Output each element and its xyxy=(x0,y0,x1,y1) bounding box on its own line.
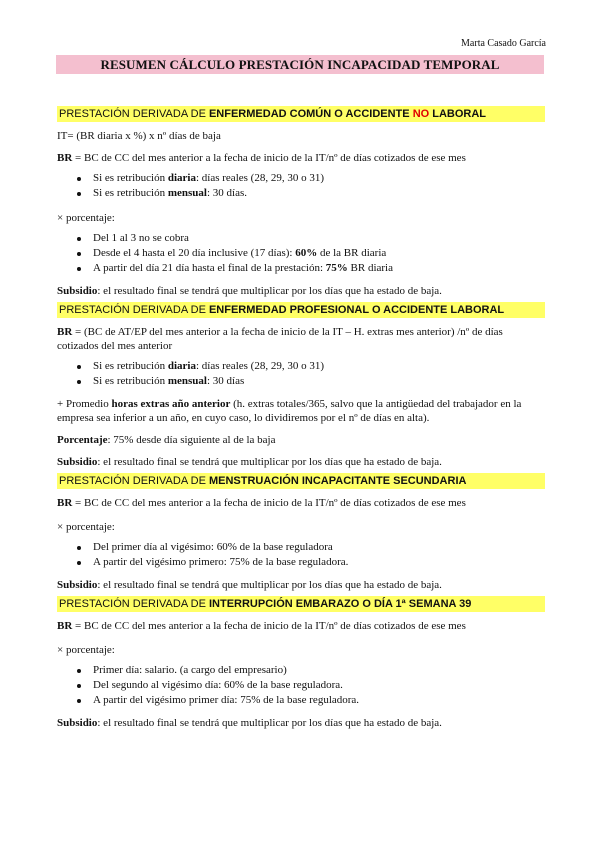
section-heading-menstruacion xyxy=(57,473,545,489)
list-item: A partir del vigésimo primer día: 75% de la base reguladora. xyxy=(57,693,547,708)
heading-bold: INTERRUPCIÓN EMBARAZO O DÍA 1ª SEMANA 39 xyxy=(208,598,472,610)
br-definition: BR = BC de CC del mes anterior a la fecha de inicio de la IT/nº de días cotizados de ese mes xyxy=(57,620,466,632)
document-title: RESUMEN CÁLCULO PRESTACIÓN INCAPACIDAD TEMPORAL xyxy=(56,55,544,74)
heading-prefix: PRESTACIÓN DERIVADA DE xyxy=(59,304,209,316)
heading-prefix: PRESTACIÓN DERIVADA DE xyxy=(59,598,209,610)
percentage-list xyxy=(57,231,547,276)
list-item: Del segundo al vigésimo día: 60% de la base reguladora. xyxy=(57,678,547,693)
list-item: Del primer día al vigésimo: 60% de la base reguladora xyxy=(57,540,547,555)
br-definition: BR = (BC de AT/EP del mes anterior a la fecha de inicio de la IT – H. extras mes anterior) /nº de días cotizados del mes anterior xyxy=(57,326,503,352)
list-item: Si es retribución mensual: 30 días. xyxy=(57,186,547,201)
list-item: Del 1 al 3 no se cobra xyxy=(57,231,547,246)
percentage-note: Porcentaje: 75% desde día siguiente al de la baja xyxy=(57,434,276,446)
heading-prefix: PRESTACIÓN DERIVADA DE xyxy=(59,475,209,487)
heading-bold: LABORAL xyxy=(429,108,487,120)
subsidio-note: Subsidio: el resultado final se tendrá que multiplicar por los días que ha estado de baja. xyxy=(57,285,442,297)
percentage-label: × porcentaje: xyxy=(57,644,115,656)
heading-bold: MENSTRUACIÓN INCAPACITANTE SECUNDARIA xyxy=(208,475,467,487)
list-item: Si es retribución diaria: días reales (28, 29, 30 o 31) xyxy=(57,171,547,186)
overtime-average-note: + Promedio horas extras año anterior (h. extras totales/365, salvo que la antigüedad del trabajador en la empresa sea inferior a un año, en cuyo caso, lo dividiremos por el nº de días en alta). xyxy=(57,398,522,424)
document-body xyxy=(57,106,547,730)
retribution-list xyxy=(57,171,547,201)
formula: IT= (BR diaria x %) x nº días de baja xyxy=(57,130,221,142)
br-label: BR xyxy=(57,152,73,164)
list-item: A partir del día 21 día hasta el final de la prestación: 75% BR diaria xyxy=(57,261,547,276)
section-heading-enfermedad-comun xyxy=(57,106,545,122)
br-definition: BR = BC de CC del mes anterior a la fecha de inicio de la IT/nº de días cotizados de ese mes xyxy=(57,497,466,509)
br-definition xyxy=(57,151,547,165)
list-item: Si es retribución diaria: días reales (28, 29, 30 o 31) xyxy=(57,359,547,374)
list-item: A partir del vigésimo primero: 75% de la base reguladora. xyxy=(57,555,547,570)
list-item: Desde el 4 hasta el 20 día inclusive (17 días): 60% de la BR diaria xyxy=(57,246,547,261)
author-name: Marta Casado García xyxy=(461,38,546,49)
section-heading-interrupcion-embarazo xyxy=(57,596,545,612)
subsidio-note: Subsidio: el resultado final se tendrá que multiplicar por los días que ha estado de baja. xyxy=(57,717,442,729)
heading-prefix: PRESTACIÓN DERIVADA DE xyxy=(59,108,209,120)
percentage-list xyxy=(57,540,547,570)
heading-highlight: NO xyxy=(412,108,430,120)
section-heading-enfermedad-profesional xyxy=(57,302,545,318)
percentage-label: × porcentaje: xyxy=(57,212,115,224)
heading-bold: ENFERMEDAD COMÚN O ACCIDENTE xyxy=(208,108,413,120)
list-item: Si es retribución mensual: 30 días xyxy=(57,374,547,389)
retribution-list xyxy=(57,359,547,389)
percentage-label: × porcentaje: xyxy=(57,521,115,533)
subsidio-note: Subsidio: el resultado final se tendrá que multiplicar por los días que ha estado de baja. xyxy=(57,579,442,591)
heading-bold: ENFERMEDAD PROFESIONAL O ACCIDENTE LABORAL xyxy=(208,304,505,316)
percentage-list xyxy=(57,663,547,708)
br-text: = BC de CC del mes anterior a la fecha de inicio de la IT/nº de días cotizados de ese mes xyxy=(72,152,466,164)
list-item: Primer día: salario. (a cargo del empresario) xyxy=(57,663,547,678)
subsidio-note: Subsidio: el resultado final se tendrá que multiplicar por los días que ha estado de baja. xyxy=(57,456,442,468)
